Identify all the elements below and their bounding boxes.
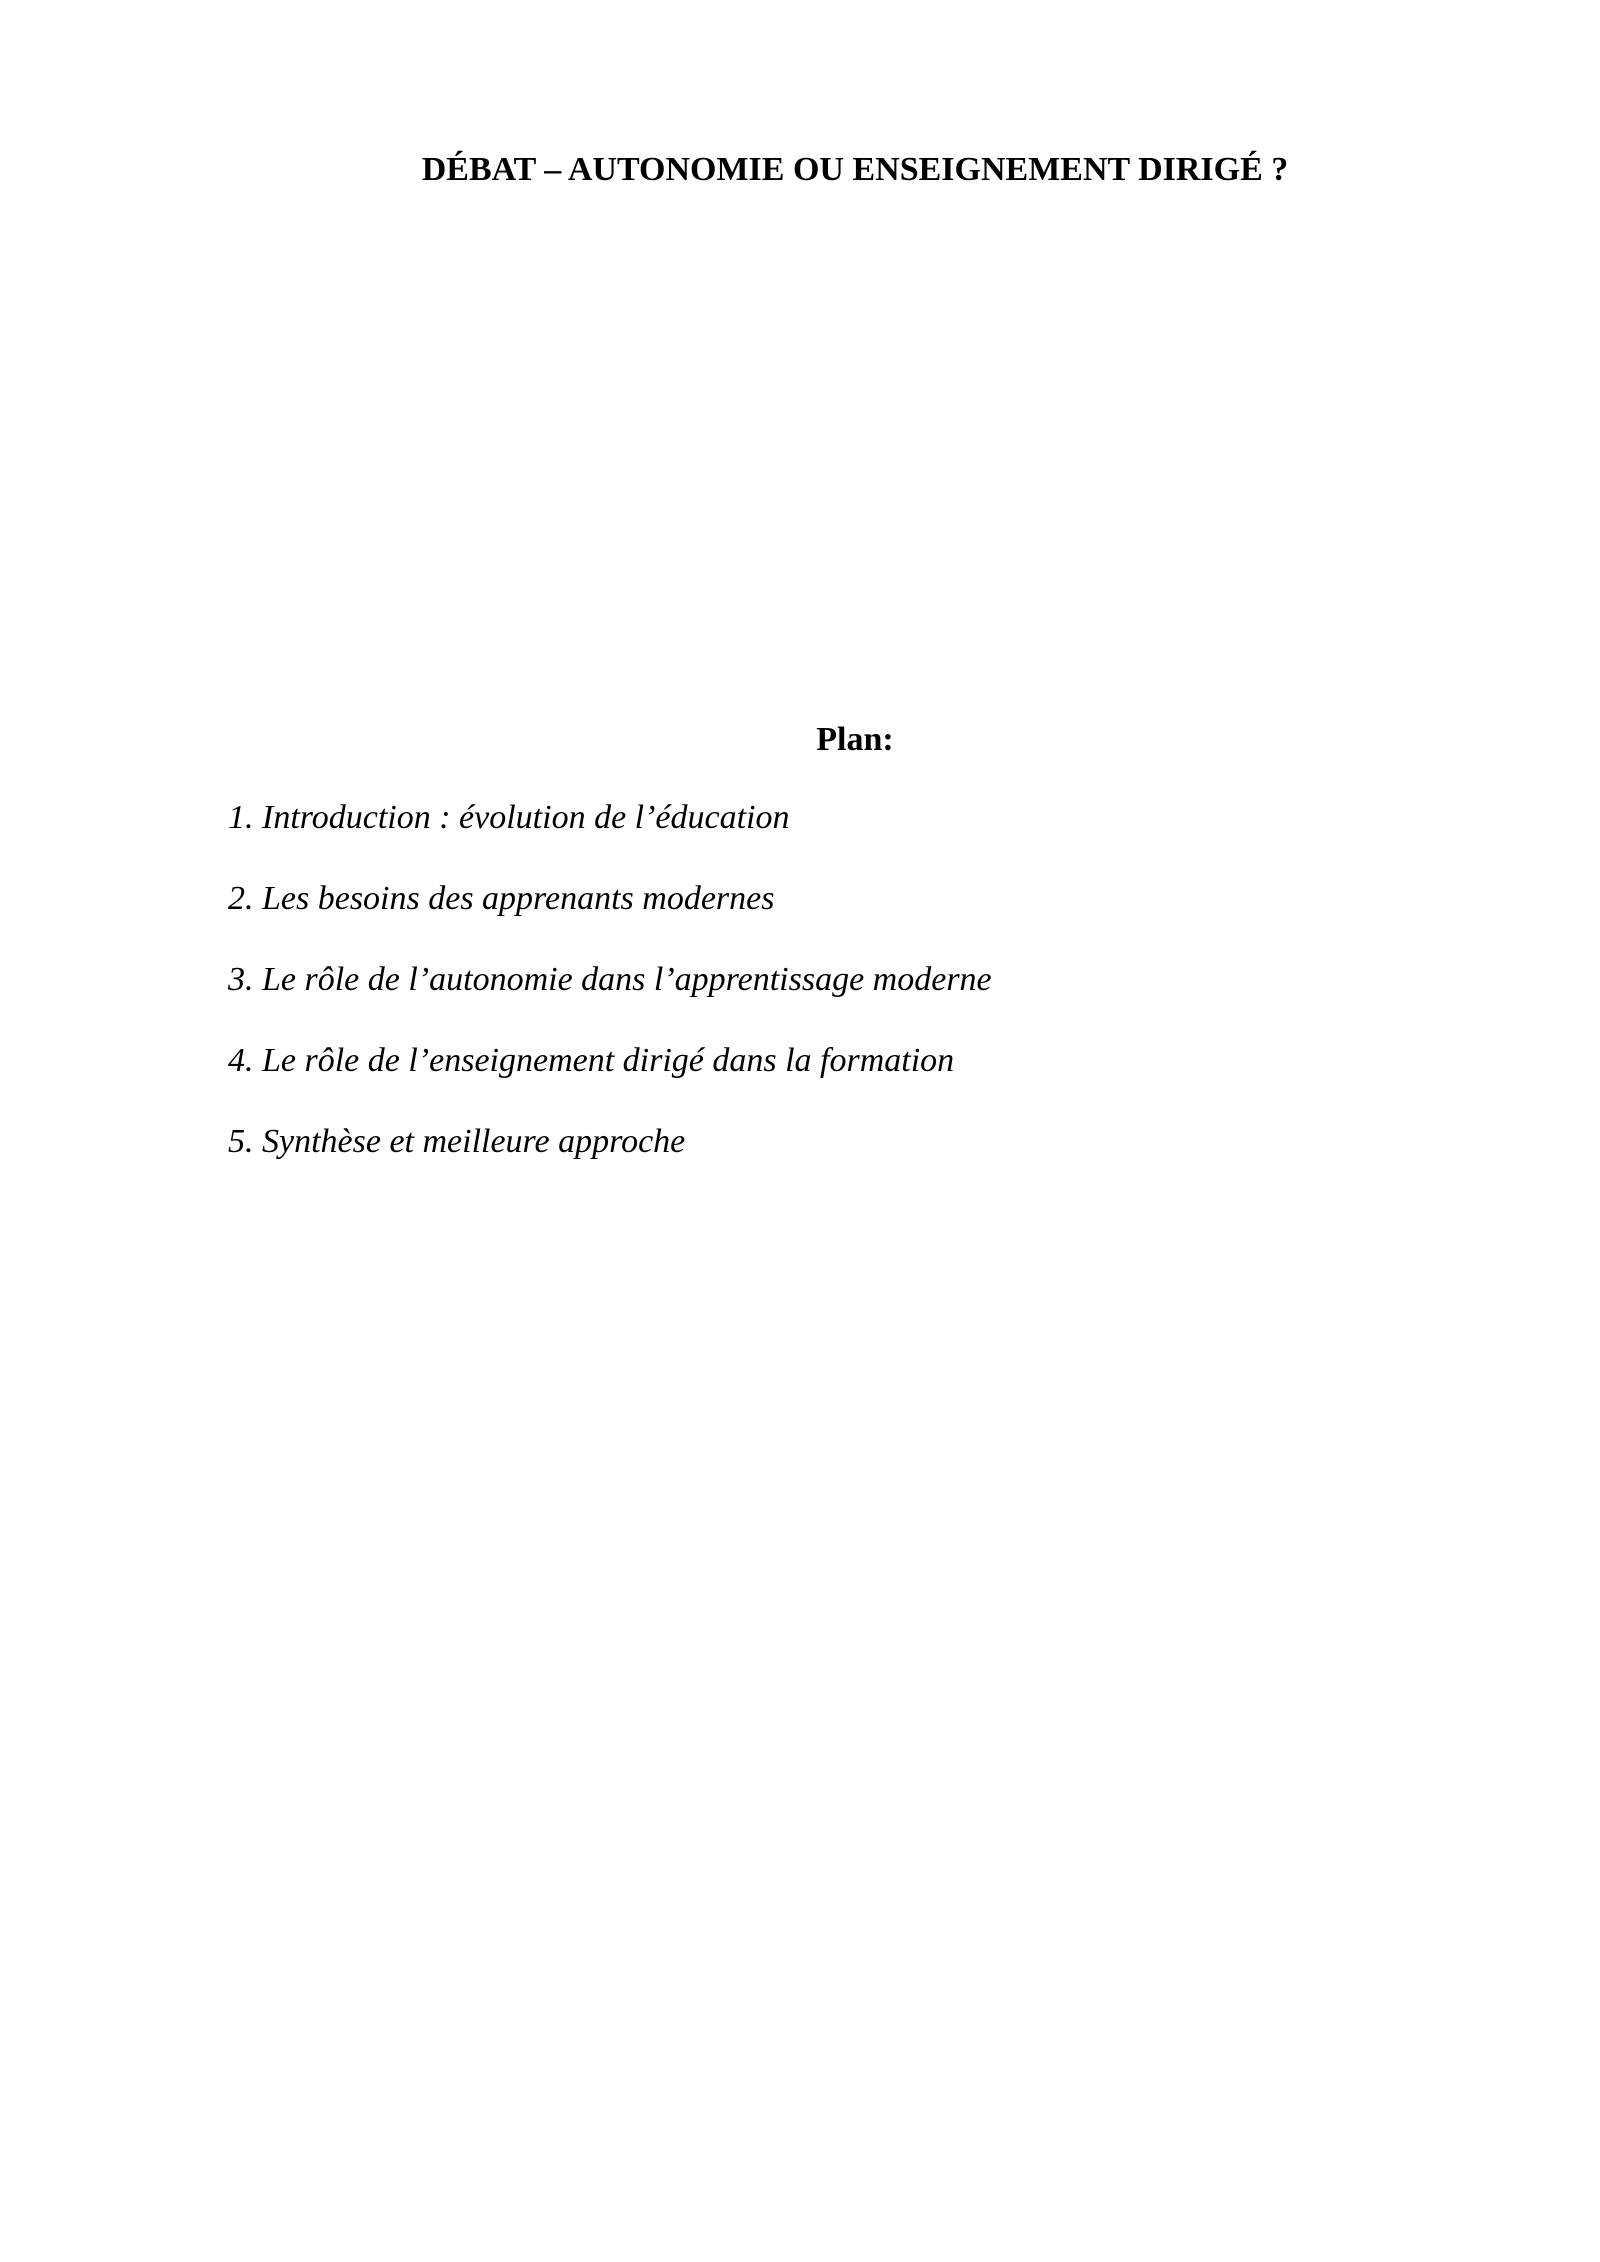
plan-item: 1. Introduction : évolution de l’éducation	[228, 799, 790, 836]
plan-item: 3. Le rôle de l’autonomie dans l’apprentissage moderne	[228, 961, 992, 998]
plan-item: 2. Les besoins des apprenants modernes	[228, 880, 775, 917]
plan-item: 4. Le rôle de l’enseignement dirigé dans la formation	[228, 1042, 955, 1079]
plan-heading: Plan:	[816, 721, 894, 758]
document-title: DÉBAT – AUTONOMIE OU ENSEIGNEMENT DIRIGÉ ?	[421, 151, 1289, 188]
plan-list	[228, 798, 992, 1203]
plan-item: 5. Synthèse et meilleure approche	[228, 1123, 686, 1160]
